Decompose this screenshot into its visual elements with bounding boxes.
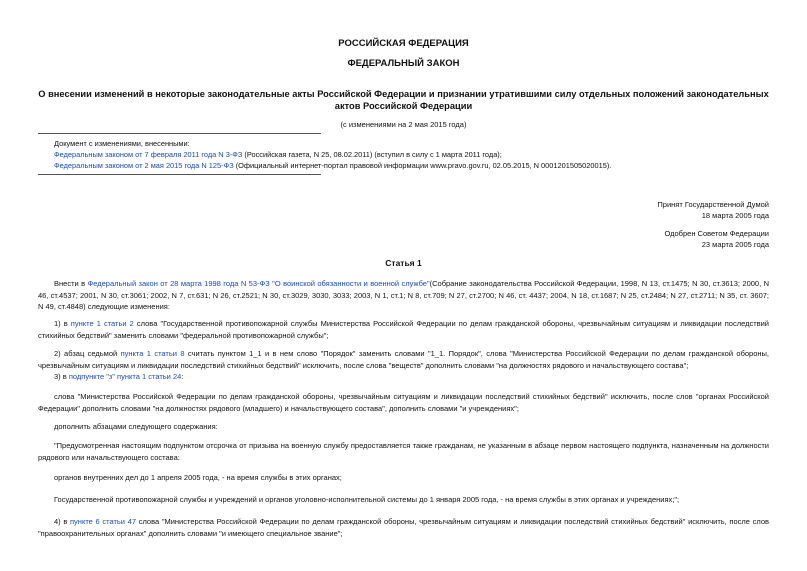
article-paragraph: органов внутренних дел до 1 апреля 2005 года, - на время службы в этих органах; bbox=[54, 473, 342, 482]
edition-note: (с изменениями на 2 мая 2015 года) bbox=[340, 120, 467, 129]
article-24-link[interactable]: подпункте "з" пункта 1 статьи 24 bbox=[68, 372, 182, 381]
article-paragraph: Внести в Федеральный закон от 28 марта 1998 года N 53-ФЗ "О воинской обязанности и военной службе"(Собрание законодательства Российской Федерации, 1998, N 13, ст.1475; N 30, ст.3613; 2000, N 46, ст.4537; 2001, N 30, ст.3061; 2002, N 7, ст.631; N 26, ст.2521; N 30, ст.3029, 3030, 3033; 2003, N 1, ст.1; N 8, ст.709; N 27, ст.2700; N 46, ст. 4437; 2004, N 18, ст.1687; N 25, ст.2484; N 27, ст.2711; N 35, ст. 3607; N 49, ст.4848) следующие изменения: bbox=[38, 279, 770, 311]
council-approval: Одобрен Советом Федерации bbox=[664, 229, 769, 238]
history-bottom-divider bbox=[38, 174, 321, 175]
article-paragraph: "Предусмотренная настоящим подпунктом отсрочка от призыва на военную службу предоставляется также гражданам, не указанным в абзаце первом настоящего подпункта, назначенным на должности рядового или начальствующего состава: bbox=[38, 441, 769, 462]
history-item bbox=[54, 149, 502, 160]
law-type-heading: ФЕДЕРАЛЬНЫЙ ЗАКОН bbox=[347, 58, 460, 69]
duma-adoption: Принят Государственной Думой bbox=[657, 200, 769, 209]
history-top-divider bbox=[38, 133, 321, 134]
law-title: О внесении изменений в некоторые законодательные акты Российской Федерации и признании утратившими силу отдельных положений законодательных актов Российской Федерации bbox=[38, 89, 769, 111]
article-paragraph: дополнить абзацами следующего содержания: bbox=[54, 422, 218, 431]
article-47-link[interactable]: пункте 6 статьи 47 bbox=[70, 517, 137, 526]
council-date: 23 марта 2005 года bbox=[701, 240, 769, 249]
history-intro: Документ с изменениями, внесенными: bbox=[54, 139, 190, 148]
history-item-text: (Российская газета, N 25, 08.02.2011) (вступил в силу с 1 марта 2011 года); bbox=[242, 150, 502, 159]
history-item-text: (Официальный интернет-портал правовой информации www.pravo.gov.ru, 02.05.2015, N 0001201505020015). bbox=[233, 161, 612, 170]
article-paragraph: 1) в пункте 1 статьи 2 слова "Государственной противопожарной службы Министерства Российской Федерации по делам гражданской обороны, чрезвычайным ситуациям и ликвидации последствий стихийных бедствий" заменить словами "федеральной противопожарной службы"; bbox=[38, 319, 769, 340]
article-paragraph: слова "Министерства Российской Федерации по делам гражданской обороны, чрезвычайным ситуациям и ликвидации последствий стихийных бедствий" исключить, после слов "органах Российской Федерации" дополнить словами "на должностях рядового (младшего) и начальствующего состава", дополнить словами "и учреждениях"; bbox=[38, 392, 769, 413]
article-8-link[interactable]: пункта 1 статьи 8 bbox=[120, 349, 185, 358]
article-heading: Статья 1 bbox=[385, 258, 422, 268]
duma-date: 18 марта 2005 года bbox=[701, 211, 769, 220]
article-paragraph: Государственной противопожарной службы и учреждений и органов уголовно-исполнительной системы до 1 января 2005 года, - на время службы в этих органах и учреждениях;"; bbox=[54, 495, 680, 504]
article-paragraph: 3) в подпункте "з" пункта 1 статьи 24: bbox=[54, 372, 184, 381]
article-2-link[interactable]: пункте 1 статьи 2 bbox=[70, 319, 134, 328]
history-item bbox=[54, 160, 611, 171]
article-paragraph: 2) абзац седьмой пункта 1 статьи 8 считать пунктом 1_1 и в нем слово "Порядок" заменить словами "1_1. Порядок", слова "Министерства Российской Федерации по делам гражданской обороны, чрезвычайным ситуациям и ликвидации последствий стихийных бедствий" исключить, после слова "веществ" дополнить словами "на должностях рядового и начальствующего состава"; bbox=[38, 349, 770, 370]
country-heading: РОССИЙСКАЯ ФЕДЕРАЦИЯ bbox=[338, 38, 469, 49]
article-paragraph: 4) в пункте 6 статьи 47 слова "Министерства Российской Федерации по делам гражданской обороны, чрезвычайным ситуациям и ликвидации последствий стихийных бедствий" исключить, после слов "правоохранительных органах" дополнить словами "и имеющего специальное звание"; bbox=[38, 517, 769, 538]
law-53-fz-link[interactable]: Федеральный закон от 28 марта 1998 года N 53-ФЗ "О воинской обязанности и военной службе" bbox=[87, 279, 430, 288]
history-link-2[interactable]: Федеральным законом от 2 мая 2015 года N 125-ФЗ bbox=[54, 161, 234, 170]
history-link-1[interactable]: Федеральным законом от 7 февраля 2011 года N 3-ФЗ bbox=[54, 150, 243, 159]
